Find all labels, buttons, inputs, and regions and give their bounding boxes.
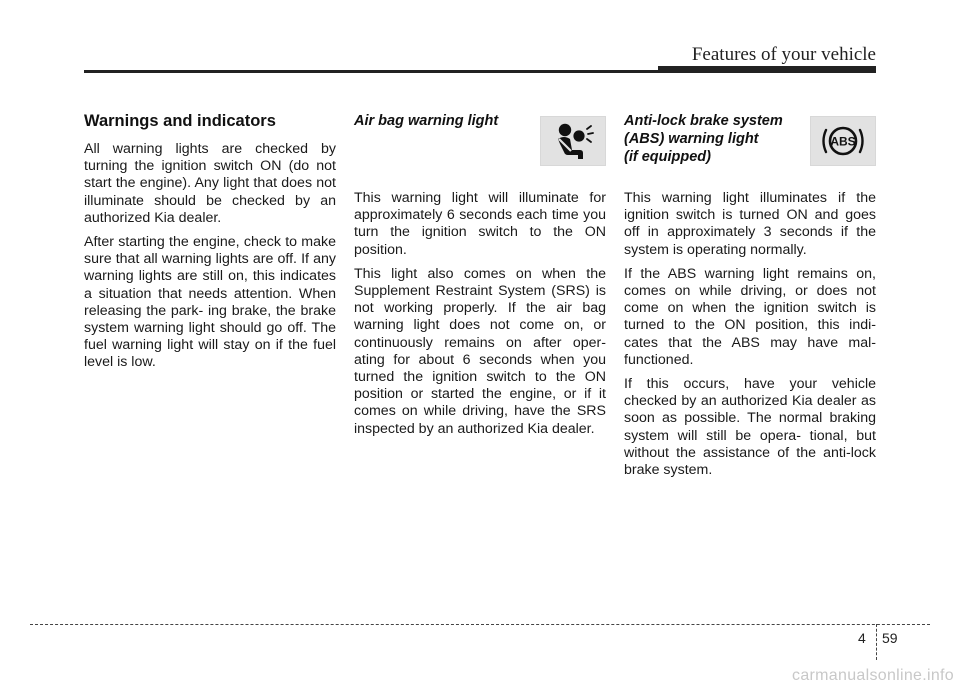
paragraph: All warning lights are checked by turning the ignition switch ON (do not start the engine). Any light that does not illuminate should be checked by an authorized Kia dealer. — [84, 141, 336, 226]
paragraph: If the ABS warning light remains on, comes on while driving, or does not come on when the ignition switch is turned to the ON position, this indi- cates that the ABS may have mal- functioned. — [624, 265, 876, 368]
paragraph: This warning light will illuminate for approximately 6 seconds each time you turn the ignition switch to the ON position. — [354, 190, 606, 258]
sub-heading-line: (if equipped) — [624, 149, 711, 165]
sub-heading-line: Anti-lock brake system — [624, 113, 783, 129]
column-airbag-warning — [354, 108, 606, 445]
paragraph: After starting the engine, check to make sure that all warning lights are off. If any warning lights are still on, this indicates a situation that needs attention. When releasing the park- ing brake, the brake system warning light should go off. The fuel warning light will stay on if the fuel level is low. — [84, 234, 336, 371]
sub-heading: Air bag warning light — [354, 113, 499, 129]
sub-heading-line: (ABS) warning light — [624, 131, 759, 147]
column-warnings-indicators — [84, 108, 336, 379]
footer-rule — [30, 624, 930, 625]
airbag-warning-icon — [540, 116, 606, 166]
column-abs-warning — [624, 108, 876, 486]
paragraph: If this occurs, have your vehicle checked by an authorized Kia dealer as soon as possible. The normal braking system will still be opera- tional, but without the assistance of the anti-lock brake system. — [624, 376, 876, 479]
paragraph: This warning light illuminates if the ignition switch is turned ON and goes off in approximately 3 seconds if the system is operating normally. — [624, 190, 876, 258]
abs-icon-label: ABS — [830, 134, 856, 149]
header-title: Features of your vehicle — [691, 44, 876, 65]
subsection-header — [354, 112, 606, 188]
subsection-header — [624, 112, 876, 188]
paragraph: This light also comes on when the Supplement Restraint System (SRS) is not working properly. If the air bag warning light does not come on, or continuously remains on after oper- ating for about 6 seconds when you turned the ignition switch to the ON position or started the engine, or if it comes on while driving, have the SRS inspected by an authorized Kia dealer. — [354, 265, 606, 437]
header-rule-accent — [658, 66, 876, 72]
abs-warning-icon — [810, 116, 876, 166]
page-number-divider — [876, 624, 877, 660]
page-number: 59 — [882, 630, 898, 646]
chapter-number: 4 — [858, 630, 866, 646]
sub-heading — [624, 112, 809, 166]
section-heading: Warnings and indicators — [84, 112, 276, 130]
watermark: carmanualsonline.info — [792, 667, 954, 684]
